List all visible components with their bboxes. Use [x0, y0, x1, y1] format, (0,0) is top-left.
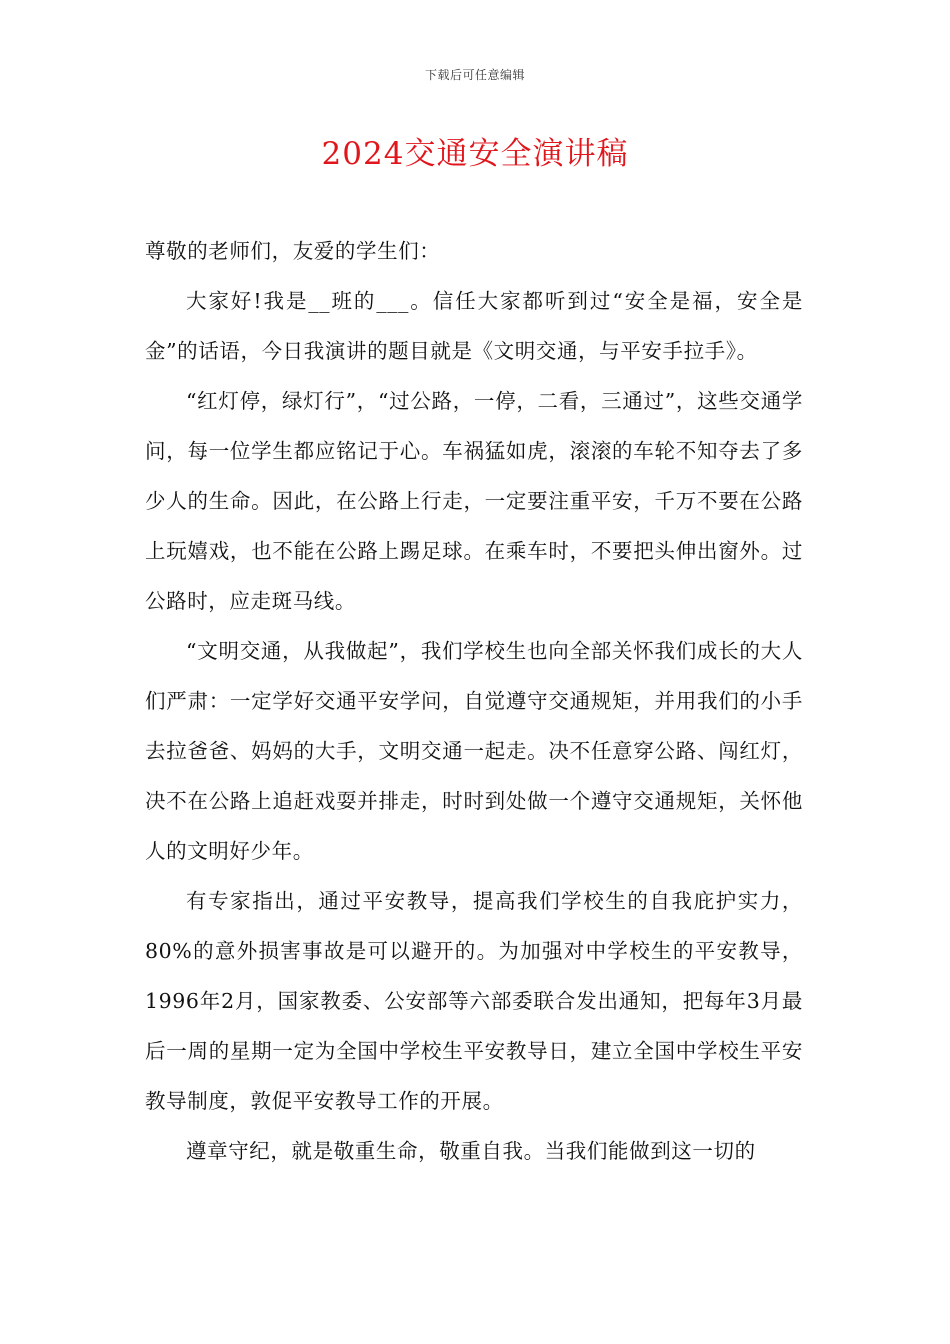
paragraph-5: 遵章守纪，就是敬重生命，敬重自我。当我们能做到这一切的: [186, 1139, 756, 1163]
salutation: 尊敬的老师们，友爱的学生们：: [145, 239, 441, 263]
document-body: [145, 226, 803, 1176]
paragraph-4: 有专家指出，通过平安教导，提高我们学校生的自我庇护实力，80%的意外损害事故是可以避开的。为加强对中学校生的平安教导，1996年2月，国家教委、公安部等六部委联合发出通知，把每年3月最后一周的星期一定为全国中学校生平安教导日，建立全国中学校生平安教导制度，敦促平安教导工作的开展。: [145, 889, 803, 1113]
page-title: 2024交通安全演讲稿: [321, 136, 629, 172]
paragraph-2: “红灯停，绿灯行”，“过公路，一停，二看，三通过”，这些交通学问，每一位学生都应铭记于心。车祸猛如虎，滚滚的车轮不知夺去了多少人的生命。因此，在公路上行走，一定要注重平安，千万不要在公路上玩嬉戏，也不能在公路上踢足球。在乘车时，不要把头伸出窗外。过公路时，应走斑马线。: [145, 389, 803, 613]
header-note: 下载后可任意编辑: [424, 68, 525, 82]
paragraph-1: 大家好!我是__班的___。信任大家都听到过“安全是福，安全是金”的话语，今日我演讲的题目就是《文明交通，与平安手拉手》。: [145, 289, 803, 363]
paragraph-3: “文明交通，从我做起”，我们学校生也向全部关怀我们成长的大人们严肃：一定学好交通平安学问，自觉遵守交通规矩，并用我们的小手去拉爸爸、妈妈的大手，文明交通一起走。决不任意穿公路、闯红灯，决不在公路上追赶戏耍并排走，时时到处做一个遵守交通规矩，关怀他人的文明好少年。: [145, 639, 803, 863]
